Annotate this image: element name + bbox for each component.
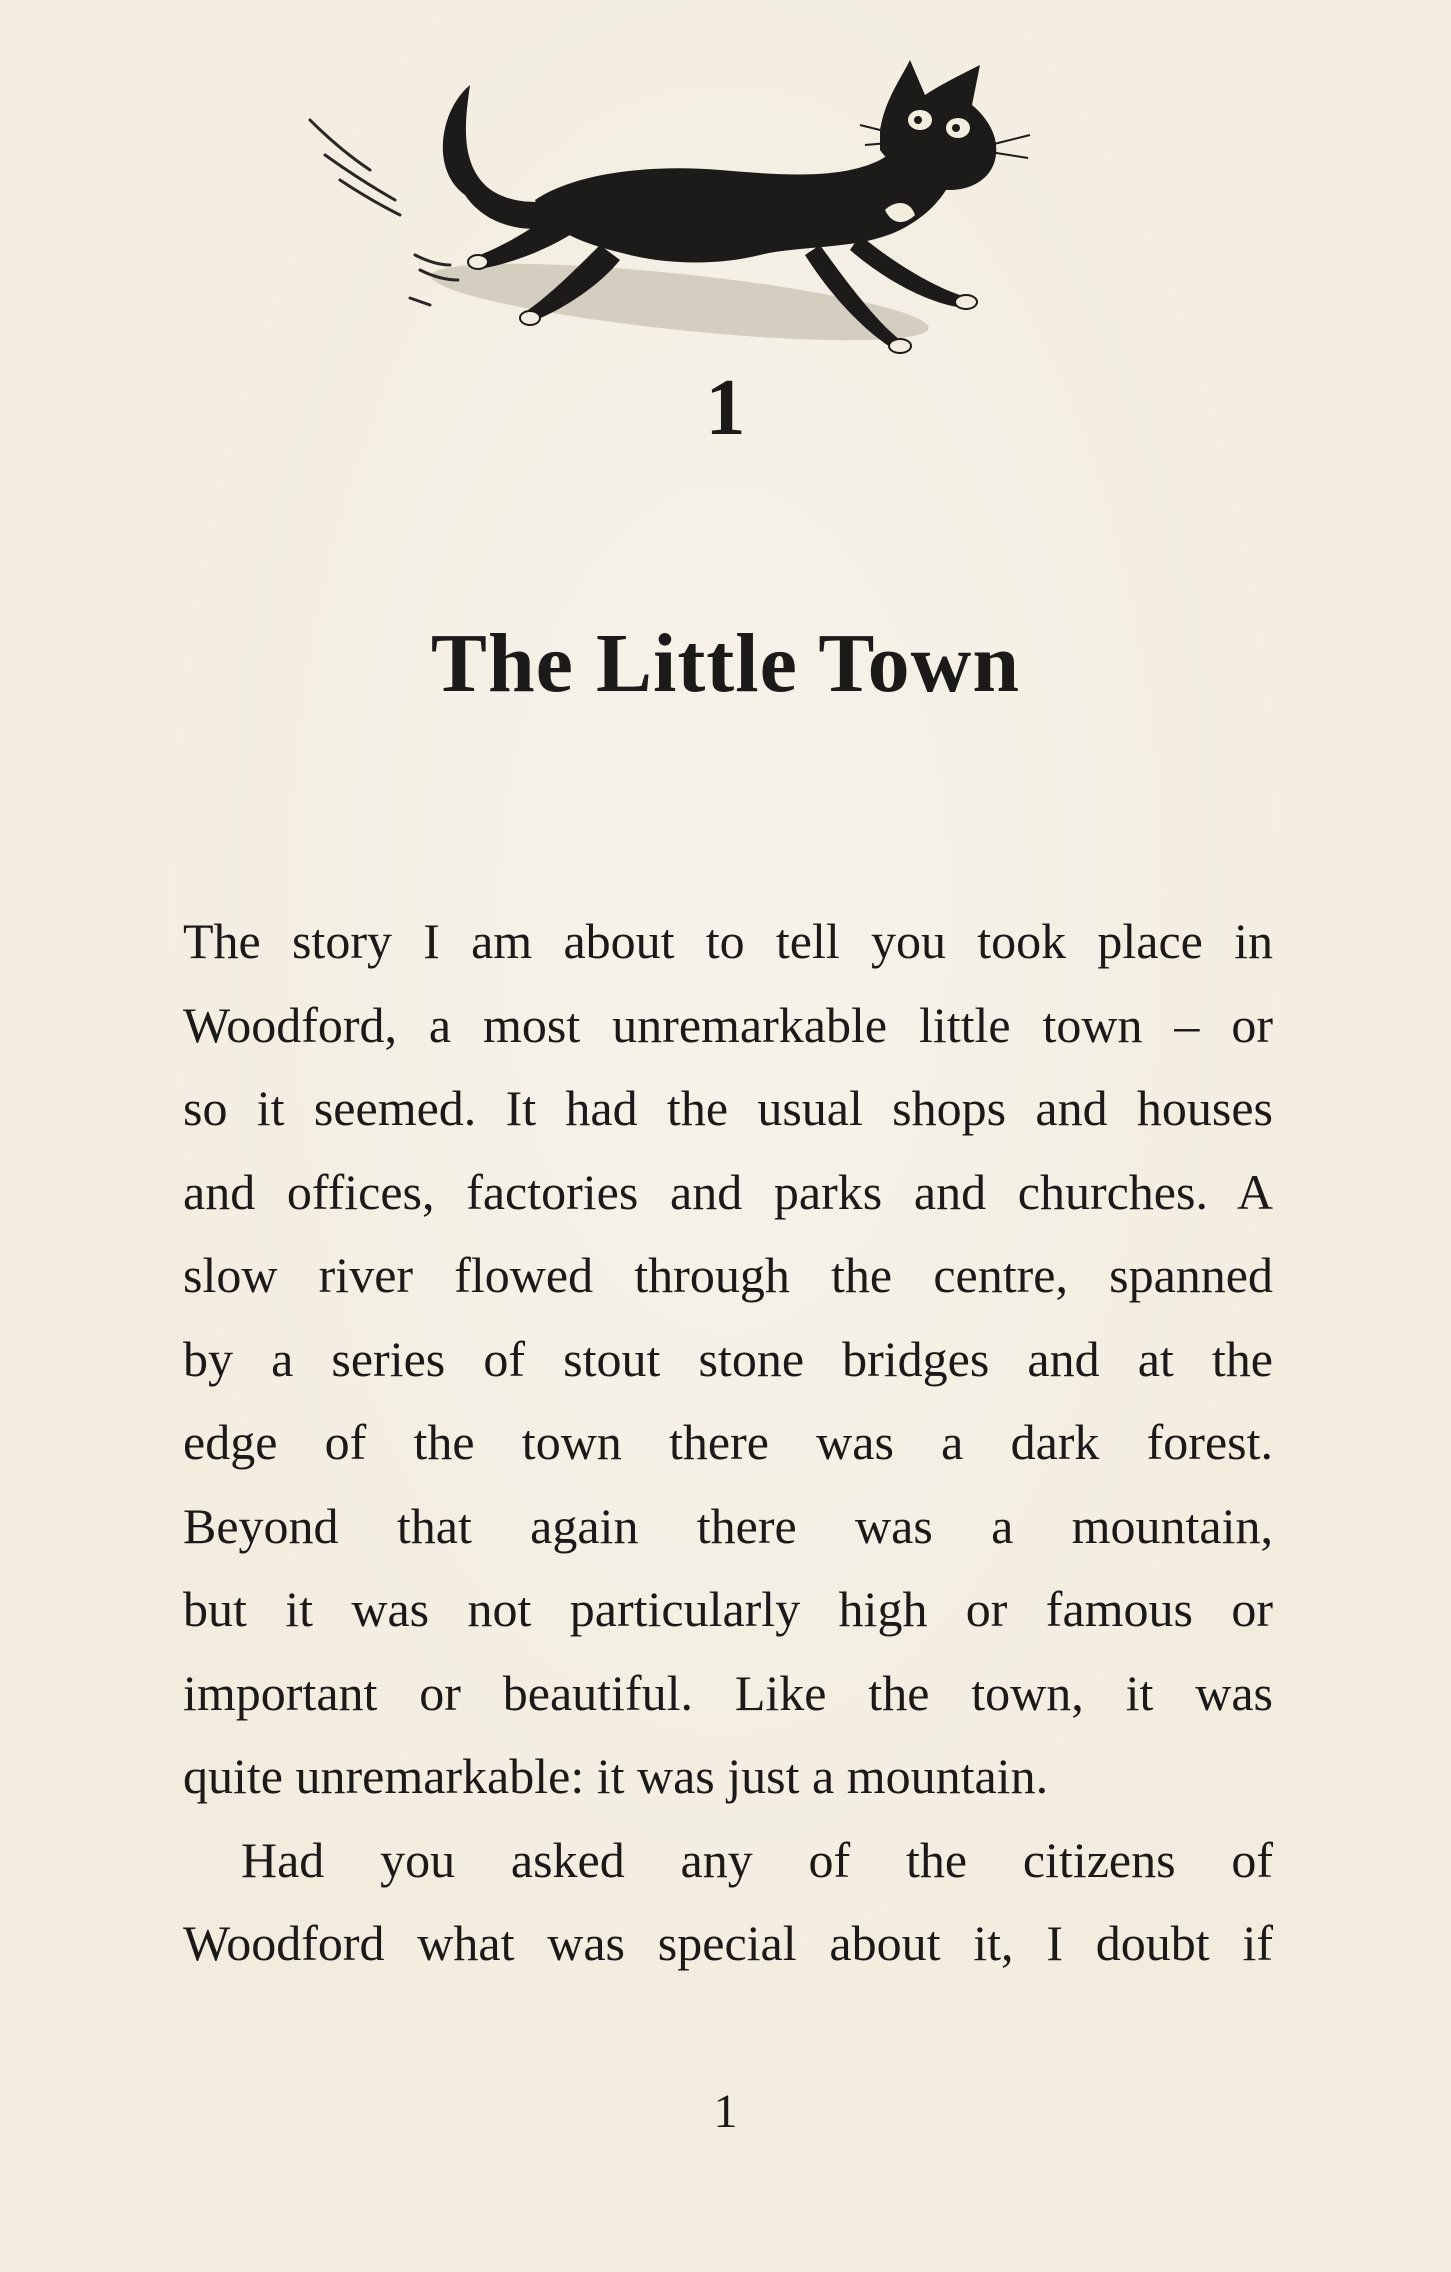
body-line: quite unremarkable: it was just a mountain. [183, 1748, 1049, 1804]
body-line: and offices, factories and parks and churches. A [183, 1163, 1273, 1220]
page-number: 1 [713, 2085, 738, 2138]
body-line: Beyond that again there was a mountain, [183, 1497, 1273, 1554]
body-line: Woodford what was special about it, I doubt if [183, 1915, 1273, 1971]
body-line: but it was not particularly high or famous or [183, 1581, 1273, 1637]
chapter-title: The Little Town [430, 617, 1021, 710]
body-line: slow river flowed through the centre, spanned [183, 1247, 1273, 1303]
chapter-number: 1 [705, 364, 746, 452]
body-line: by a series of stout stone bridges and at the [183, 1330, 1273, 1387]
running-cat-illustration [300, 40, 1060, 380]
body-line: Had you asked any of the citizens of [241, 1831, 1273, 1888]
chapter-body-text [183, 900, 1273, 1986]
body-line: Woodford, a most unremarkable little town – or [183, 996, 1273, 1053]
body-line: The story I am about to tell you took place in [183, 913, 1273, 969]
body-line: edge of the town there was a dark forest. [183, 1414, 1273, 1470]
body-line: so it seemed. It had the usual shops and houses [183, 1080, 1273, 1136]
body-line: important or beautiful. Like the town, it was [183, 1664, 1273, 1721]
